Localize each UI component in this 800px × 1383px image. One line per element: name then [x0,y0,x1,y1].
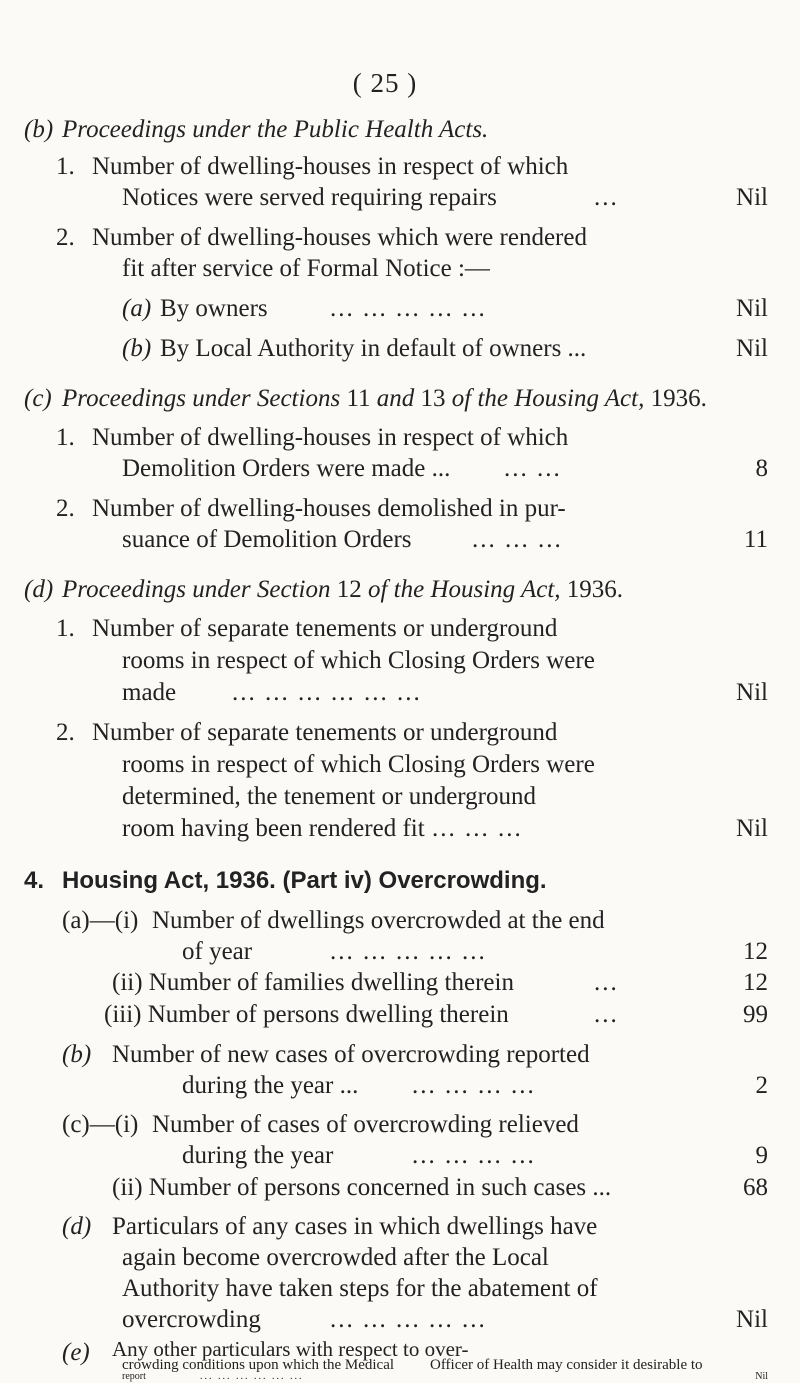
item-text: Number of dwelling-houses in respect of which [92,153,569,180]
item-text: Number of cases of overcrowding relieved [152,1111,579,1138]
item-text: during the year ... [182,1072,359,1099]
leader-dots: ... ... ... ... ... [330,938,487,965]
subitem-label: (e) [62,1339,90,1366]
item-value: Nil [736,815,768,842]
section-b-label: (b) [24,116,54,143]
item-number: 1. [56,615,75,642]
item-text: (iii) Number of persons dwelling therein [104,1001,509,1028]
item-text: report [122,1371,146,1382]
leader-dots: ... ... ... ... [412,1142,536,1169]
item-number: 2. [56,224,75,251]
item-number: 2. [56,495,75,522]
item-text: Number of dwelling-houses demolished in pur- [92,495,566,522]
item-text: Demolition Orders were made ... [122,455,451,482]
leader-dots: ... [594,1001,619,1028]
page-number: ( 25 ) [352,68,418,98]
item-number: 2. [56,719,75,746]
subitem-label: (b) [122,335,152,362]
item-value: 99 [743,1001,768,1028]
item-text: Number of dwelling-houses which were rendered [92,224,587,251]
leader-dots: ... ... ... [432,815,523,842]
item-text: Officer of Health may consider it desirable to [430,1357,703,1373]
item-text: suance of Demolition Orders [122,526,412,553]
item-value: 68 [743,1174,768,1201]
item-value: 11 [743,526,768,553]
section-c-title: Proceedings under Sections 11 and 13 of the Housing Act, 1936. [62,385,707,412]
item-text: of year [182,938,253,965]
leader-dots: ... ... ... ... [412,1072,536,1099]
item-text: Number of new cases of overcrowding reported [112,1041,590,1068]
leader-dots: ... [594,184,619,211]
item-value: Nil [736,1306,768,1333]
item-text: again become overcrowded after the Local [122,1244,549,1271]
item-value: 9 [755,1142,768,1169]
leader-dots: ... ... [504,455,562,482]
leader-dots: ... ... ... [472,526,563,553]
section-4-title: Housing Act, 1936. (Part iv) Overcrowding. [62,867,547,894]
item-text: crowding conditions upon which the Medical [122,1357,395,1373]
item-value: 8 [755,455,768,482]
item-value: Nil [736,679,768,706]
item-value: Nil [755,1371,768,1382]
subitem-text: By Local Authority in default of owners ... [160,335,587,362]
subitem-label: (c)—(i) [62,1111,139,1138]
section-d-title: Proceedings under Section 12 of the Housing Act, 1936. [62,576,624,603]
leader-dots: ... ... ... ... ... [330,295,487,322]
subitem-label: (a)—(i) [62,907,139,934]
subitem-label: (b) [62,1041,92,1068]
item-value: Nil [736,295,768,322]
item-text: (ii) Number of families dwelling therein [112,969,514,996]
item-text: Notices were served requiring repairs [122,184,497,211]
section-4-number: 4. [24,867,45,894]
subitem-text: By owners [160,295,268,322]
item-text: Number of dwelling-houses in respect of which [92,424,569,451]
item-value: 12 [743,969,768,996]
item-text: Any other particulars with respect to over- [112,1337,469,1361]
leader-dots: ... ... ... ... ... ... [200,1371,304,1382]
item-value: Nil [736,335,768,362]
item-text: Number of separate tenements or underground [92,615,558,642]
item-number: 1. [56,424,75,451]
subitem-label: (a) [122,295,152,322]
section-b-title: Proceedings under the Public Health Acts. [62,116,489,143]
item-text: (ii) Number of persons concerned in such cases ... [112,1174,612,1201]
item-number: 1. [56,153,75,180]
section-d-label: (d) [24,576,54,603]
item-text: Particulars of any cases in which dwellings have [112,1213,598,1240]
item-text: fit after service of Formal Notice :— [122,255,490,282]
item-value: Nil [736,184,768,211]
item-text: Number of dwellings overcrowded at the end [152,907,605,934]
subitem-label: (d) [62,1213,92,1240]
item-value: 2 [755,1072,768,1099]
item-value: 12 [743,938,768,965]
leader-dots: ... ... ... ... ... [330,1306,487,1333]
item-text: overcrowding [122,1306,261,1333]
item-text: determined, the tenement or underground [122,783,536,810]
item-text: room having been rendered fit [122,815,425,842]
section-c-label: (c) [24,385,52,412]
item-text: Authority have taken steps for the abatement of [122,1275,598,1302]
item-text: made [122,679,177,706]
item-text: rooms in respect of which Closing Orders were [122,751,595,778]
leader-dots: ... ... ... ... ... ... [232,679,422,706]
leader-dots: ... [594,969,619,996]
item-text: rooms in respect of which Closing Orders were [122,647,595,674]
item-text: Number of separate tenements or underground [92,719,558,746]
item-text: during the year [182,1142,334,1169]
